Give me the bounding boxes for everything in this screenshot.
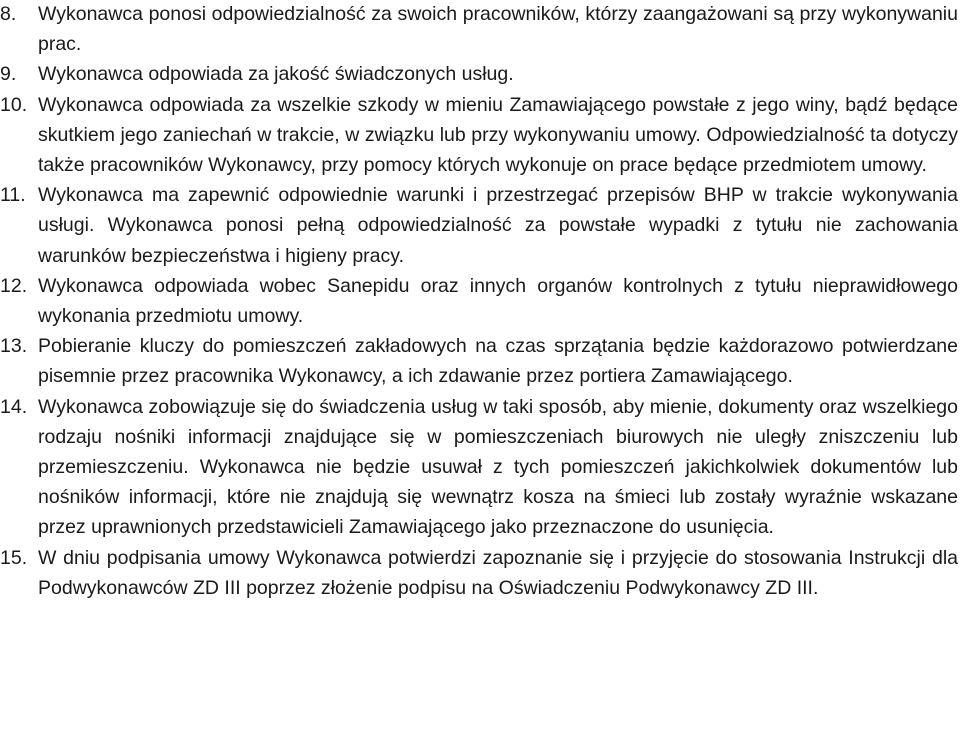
- item-number: 13.: [0, 335, 28, 358]
- item-number: 9.: [0, 63, 17, 86]
- list-item-8: [0, 0, 960, 59]
- item-text: W dniu podpisania umowy Wykonawca potwierdzi zapoznanie się i przyjęcie do stosowania Instrukcji dla Podwykonawców ZD III poprzez złożenie podpisu na Oświadczeniu Podwykonawcy ZD III.: [38, 546, 958, 599]
- list-item-12: [0, 271, 960, 331]
- item-number: 12.: [0, 274, 28, 297]
- item-number: 14.: [0, 395, 28, 418]
- list-item-14: [0, 392, 960, 543]
- item-number: 8.: [0, 3, 17, 25]
- item-number: 10.: [0, 93, 28, 116]
- item-text: Wykonawca zobowiązuje się do świadczenia usług w taki sposób, aby mienie, dokumenty oraz wszelkiego rodzaju nośniki informacji znajdujące się w pomieszczeniach biurowych nie uległy zniszczeniu lub przemieszczeniu. Wykonawca nie będzie usuwał z tych pomieszczeń jakichkolwiek dokumentów lub nośników informacji, które nie znajdują się wewnątrz kosza na śmieci lub zostały wyraźnie wskazane przez uprawnionych przedstawicieli Zamawiającego jako przeznaczone do usunięcia.: [38, 395, 958, 539]
- list-item-11: [0, 180, 960, 271]
- list-item-10: [0, 90, 960, 181]
- item-number: 15.: [0, 546, 28, 569]
- item-text: Wykonawca odpowiada za jakość świadczonych usług.: [38, 63, 514, 86]
- item-number: 11.: [0, 184, 26, 207]
- list-item-13: [0, 331, 960, 391]
- item-text: Wykonawca ma zapewnić odpowiednie warunki i przestrzegać przepisów BHP w trakcie wykonywania usługi. Wykonawca ponosi pełną odpowiedzialność za powstałe wypadki z tytułu nie zachowania warunków bezpieczeństwa i higieny pracy.: [38, 184, 958, 267]
- item-text: Wykonawca odpowiada za wszelkie szkody w mieniu Zamawiającego powstałe z jego winy, bądź będące skutkiem jego zaniechań w trakcie, w związku lub przy wykonywaniu umowy. Odpowiedzialność ta dotyczy także pracowników Wykonawcy, przy pomocy których wykonuje on prace będące przedmiotem umowy.: [38, 93, 958, 177]
- item-text: Wykonawca odpowiada wobec Sanepidu oraz innych organów kontrolnych z tytułu nieprawidłowego wykonania przedmiotu umowy.: [38, 274, 958, 328]
- list-item-9: [0, 59, 960, 89]
- item-text: Wykonawca ponosi odpowiedzialność za swoich pracowników, którzy zaangażowani są przy wykonywaniu prac.: [38, 3, 958, 56]
- list-item-15: [0, 543, 960, 603]
- item-text: Pobieranie kluczy do pomieszczeń zakładowych na czas sprzątania będzie każdorazowo potwierdzane pisemnie przez pracownika Wykonawcy, a ich zdawanie przez portiera Zamawiającego.: [38, 335, 958, 388]
